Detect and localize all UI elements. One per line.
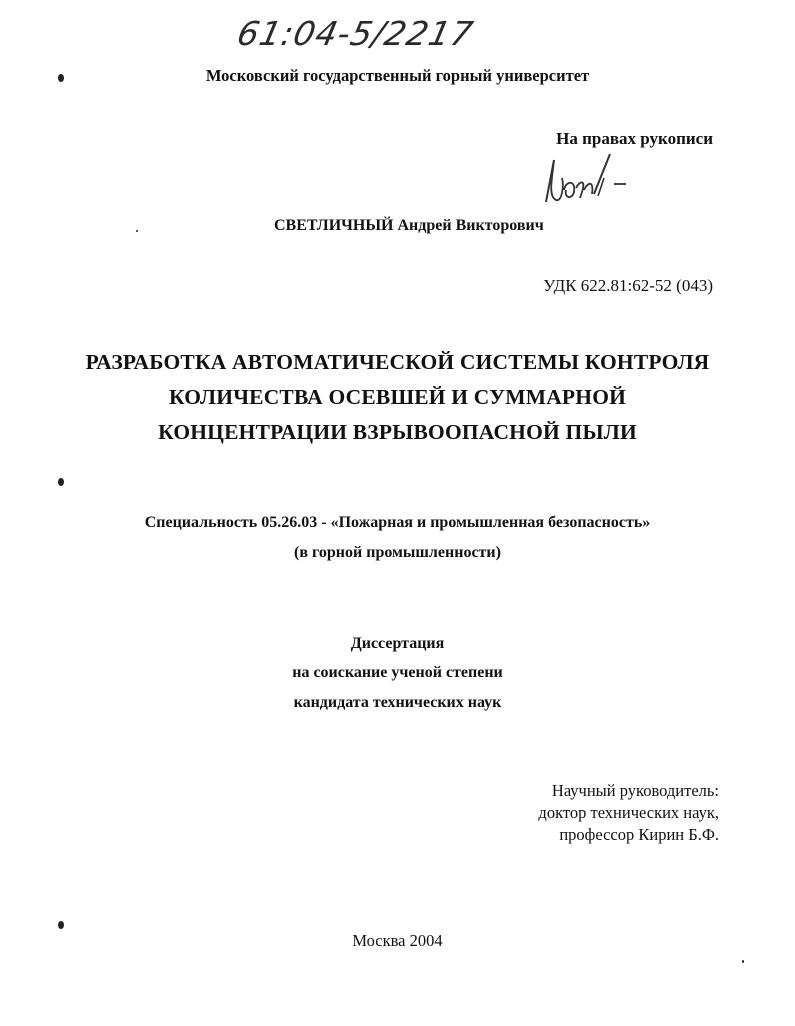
signature (532, 150, 632, 215)
thesis-title-line-1: РАЗРАБОТКА АВТОМАТИЧЕСКОЙ СИСТЕМЫ КОНТРОЛЯ (85, 350, 710, 374)
scan-mark (58, 74, 64, 82)
specialty-line: Специальность 05.26.03 - «Пожарная и промышленная безопасность» (144, 514, 651, 531)
specialty-subline: (в горной промышленности) (294, 544, 501, 561)
advisor-label: Научный руководитель: (551, 781, 719, 800)
thesis-title-line-3: КОНЦЕНТРАЦИИ ВЗРЫВООПАСНОЙ ПЫЛИ (158, 420, 637, 444)
scan-mark (136, 230, 138, 232)
scan-mark (58, 921, 64, 929)
scan-mark (58, 478, 64, 486)
thesis-title-line-2: КОЛИЧЕСТВА ОСЕВШЕЙ И СУММАРНОЙ (168, 385, 627, 409)
author-given-names: Андрей Викторович (397, 217, 544, 234)
scan-mark (742, 960, 744, 963)
author-name (274, 217, 544, 235)
dissertation-type: Диссертация (350, 635, 445, 652)
archive-number: 61:04-5/2217 (233, 14, 478, 53)
advisor-name: профессор Кирин Б.Ф. (559, 825, 719, 844)
dissertation-degree: кандидата технических наук (293, 694, 502, 711)
city-year: Москва 2004 (352, 931, 443, 950)
manuscript-rights: На правах рукописи (556, 129, 713, 148)
dissertation-purpose: на соискание ученой степени (292, 664, 503, 681)
university-name: Московский государственный горный университет (205, 66, 590, 85)
udk-code: УДК 622.81:62-52 (043) (543, 276, 713, 295)
author-surname: СВЕТЛИЧНЫЙ (274, 217, 394, 234)
scientific-advisor (519, 780, 719, 846)
advisor-title: доктор технических наук, (538, 803, 719, 822)
